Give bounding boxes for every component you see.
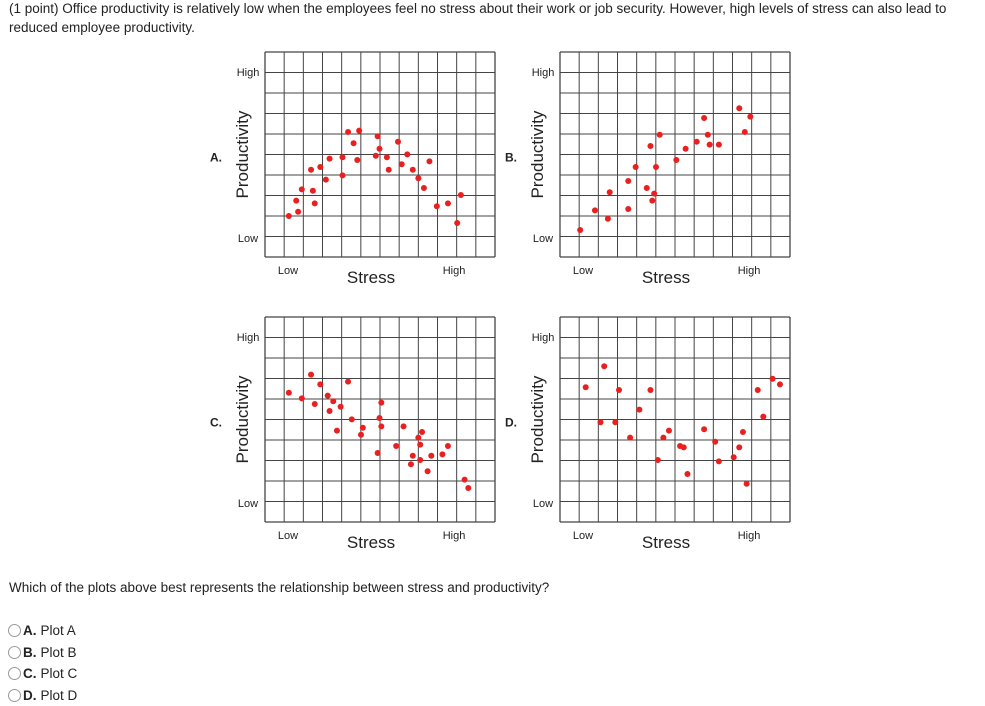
- data-point: [647, 387, 653, 393]
- data-point: [358, 432, 364, 438]
- data-point: [395, 139, 401, 145]
- y-tick-label: High: [237, 332, 260, 344]
- data-point: [644, 185, 650, 191]
- y-tick-label: Low: [533, 498, 553, 510]
- x-tick-label: High: [443, 530, 466, 542]
- data-point: [616, 387, 622, 393]
- data-point: [649, 198, 655, 204]
- data-point: [636, 407, 642, 413]
- scatter-panel: [210, 52, 495, 287]
- radio-button[interactable]: [8, 624, 21, 637]
- data-point: [577, 227, 583, 233]
- data-point: [410, 453, 416, 459]
- data-point: [625, 178, 631, 184]
- data-point: [330, 398, 336, 404]
- data-point: [740, 429, 746, 435]
- data-point: [340, 154, 346, 160]
- data-point: [653, 164, 659, 170]
- data-point: [325, 393, 331, 399]
- data-point: [408, 461, 414, 467]
- data-point: [308, 372, 314, 378]
- y-tick-label: High: [532, 67, 555, 79]
- question-prompt: Which of the plots above best represents the relationship between stress and productivity?: [9, 580, 549, 595]
- data-point: [694, 139, 700, 145]
- data-point: [334, 428, 340, 434]
- data-point: [384, 154, 390, 160]
- data-point: [340, 172, 346, 178]
- data-point: [592, 207, 598, 213]
- option-letter: A.: [23, 623, 37, 638]
- data-point: [657, 132, 663, 138]
- data-point: [683, 146, 689, 152]
- radio-button[interactable]: [8, 667, 21, 680]
- data-point: [598, 419, 604, 425]
- data-point: [338, 404, 344, 410]
- y-axis-label: Productivity: [528, 110, 547, 198]
- x-tick-label: High: [443, 265, 466, 277]
- option-label: Plot D: [41, 688, 78, 703]
- data-point: [286, 390, 292, 396]
- data-point: [415, 175, 421, 181]
- data-point: [465, 485, 471, 491]
- data-point: [454, 220, 460, 226]
- y-tick-label: Low: [533, 233, 553, 245]
- data-point: [386, 167, 392, 173]
- data-point: [377, 146, 383, 152]
- data-point: [415, 435, 421, 441]
- data-point: [716, 458, 722, 464]
- data-point: [349, 416, 355, 422]
- data-point: [360, 425, 366, 431]
- data-point: [755, 387, 761, 393]
- radio-button[interactable]: [8, 646, 21, 659]
- option-plot-b[interactable]: [8, 642, 77, 664]
- data-point: [410, 167, 416, 173]
- x-axis-label: Stress: [642, 268, 690, 287]
- data-point: [707, 142, 713, 148]
- radio-button[interactable]: [8, 689, 21, 702]
- data-point: [295, 209, 301, 215]
- data-point: [736, 444, 742, 450]
- data-point: [601, 363, 607, 369]
- x-axis-label: Stress: [347, 268, 395, 287]
- y-axis-label: Productivity: [233, 375, 252, 463]
- data-point: [625, 206, 631, 212]
- scatter-panel: [505, 52, 790, 287]
- data-point: [666, 428, 672, 434]
- y-tick-label: High: [237, 67, 260, 79]
- x-tick-label: Low: [278, 530, 298, 542]
- data-point: [712, 439, 718, 445]
- data-point: [705, 132, 711, 138]
- y-tick-label: High: [532, 332, 555, 344]
- data-point: [655, 457, 661, 463]
- data-point: [445, 443, 451, 449]
- data-point: [701, 426, 707, 432]
- x-tick-label: High: [738, 265, 761, 277]
- data-point: [684, 471, 690, 477]
- data-point: [354, 157, 360, 163]
- data-point: [299, 186, 305, 192]
- option-plot-d[interactable]: [8, 685, 77, 706]
- x-tick-label: High: [738, 530, 761, 542]
- data-point: [607, 189, 613, 195]
- data-point: [351, 140, 357, 146]
- data-point: [317, 381, 323, 387]
- data-point: [327, 156, 333, 162]
- data-point: [612, 419, 618, 425]
- data-point: [419, 429, 425, 435]
- data-point: [428, 453, 434, 459]
- data-point: [293, 198, 299, 204]
- data-point: [673, 157, 679, 163]
- option-label: Plot B: [41, 645, 77, 660]
- panel-label: A.: [210, 151, 222, 165]
- data-point: [404, 151, 410, 157]
- x-tick-label: Low: [278, 265, 298, 277]
- data-point: [744, 481, 750, 487]
- data-point: [345, 379, 351, 385]
- scatter-panel: [505, 317, 790, 552]
- data-point: [716, 142, 722, 148]
- data-point: [327, 408, 333, 414]
- option-plot-a[interactable]: [8, 620, 77, 642]
- x-tick-label: Low: [573, 530, 593, 542]
- option-letter: C.: [23, 666, 37, 681]
- option-plot-c[interactable]: [8, 663, 77, 685]
- y-tick-label: Low: [238, 233, 258, 245]
- y-tick-label: Low: [238, 498, 258, 510]
- data-point: [375, 450, 381, 456]
- data-point: [627, 435, 633, 441]
- x-tick-label: Low: [573, 265, 593, 277]
- data-point: [605, 216, 611, 222]
- data-point: [731, 454, 737, 460]
- data-point: [286, 213, 292, 219]
- data-point: [317, 164, 323, 170]
- data-point: [399, 161, 405, 167]
- data-point: [421, 185, 427, 191]
- data-point: [312, 200, 318, 206]
- x-axis-label: Stress: [642, 533, 690, 552]
- option-label: Plot C: [41, 666, 78, 681]
- data-point: [770, 376, 776, 382]
- data-point: [651, 191, 657, 197]
- data-point: [458, 192, 464, 198]
- panel-label: C.: [210, 416, 222, 430]
- data-point: [312, 401, 318, 407]
- data-point: [633, 164, 639, 170]
- data-point: [425, 468, 431, 474]
- data-point: [736, 105, 742, 111]
- data-point: [426, 158, 432, 164]
- option-label: Plot A: [41, 623, 76, 638]
- data-point: [401, 423, 407, 429]
- data-point: [356, 128, 362, 134]
- option-letter: B.: [23, 645, 37, 660]
- data-point: [310, 188, 316, 194]
- data-point: [299, 395, 305, 401]
- panel-label: D.: [505, 416, 517, 430]
- question-text: (1 point) Office productivity is relatively low when the employees feel no stress about their work or job security. However, high levels of stress can also lead to reduced employee productivity.: [9, 0, 977, 37]
- data-point: [375, 133, 381, 139]
- data-point: [747, 114, 753, 120]
- data-point: [462, 477, 468, 483]
- answer-choices: [8, 620, 77, 706]
- data-point: [417, 442, 423, 448]
- data-point: [377, 415, 383, 421]
- data-point: [647, 143, 653, 149]
- data-point: [445, 200, 451, 206]
- data-point: [345, 129, 351, 135]
- data-point: [378, 423, 384, 429]
- y-axis-label: Productivity: [528, 375, 547, 463]
- data-point: [777, 381, 783, 387]
- data-point: [378, 400, 384, 406]
- data-point: [308, 167, 314, 173]
- data-point: [393, 443, 399, 449]
- data-point: [760, 414, 766, 420]
- y-axis-label: Productivity: [233, 110, 252, 198]
- data-point: [660, 435, 666, 441]
- x-axis-label: Stress: [347, 533, 395, 552]
- option-letter: D.: [23, 688, 37, 703]
- data-point: [681, 444, 687, 450]
- data-point: [373, 153, 379, 159]
- data-point: [434, 203, 440, 209]
- data-point: [417, 457, 423, 463]
- data-point: [742, 129, 748, 135]
- panel-label: B.: [505, 151, 517, 165]
- data-point: [583, 384, 589, 390]
- data-point: [323, 177, 329, 183]
- data-point: [701, 115, 707, 121]
- data-point: [439, 451, 445, 457]
- scatter-panel: [210, 317, 495, 552]
